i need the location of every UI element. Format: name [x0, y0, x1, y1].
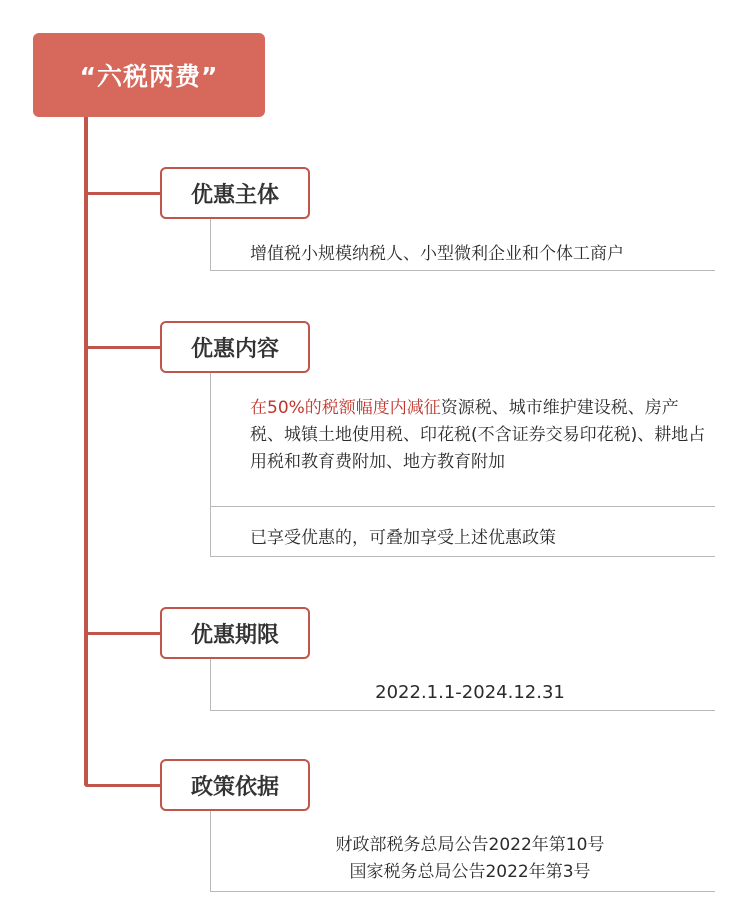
leaf-stacking-note: 已享受优惠的，可叠加享受上述优惠政策 [250, 528, 556, 548]
branch-connector-4 [84, 784, 160, 787]
node-policy-basis [160, 759, 310, 811]
branch-connector-3 [84, 632, 160, 635]
leaf-underline [210, 891, 715, 892]
leaf-underline [210, 710, 715, 711]
node-preferential-period [160, 607, 310, 659]
node-label: 优惠内容 [190, 336, 279, 362]
leaf-eligible-subjects: 增值税小规模纳税人、小型微利企业和个体工商户 [250, 244, 624, 264]
leaf-connector [210, 659, 211, 710]
leaf-underline [210, 556, 715, 557]
node-eligible-subjects [160, 167, 310, 219]
leaf-underline [210, 270, 715, 271]
reduction-tax-list: 资源税、城市维护建设税、房产税、城镇土地使用税、印花税(不含证券交易印花税)、耕地占用税和教育费附加、地方教育附加 [250, 398, 706, 472]
leaf-policy-doc-2: 国家税务总局公告2022年第3号 [349, 862, 591, 882]
main-trunk-line [84, 117, 88, 785]
root-title: “六税两费” [79, 62, 219, 91]
highlight-reduction-rate: 在50%的税额幅度内减征 [250, 398, 441, 418]
leaf-connector [210, 373, 211, 556]
leaf-connector [210, 219, 211, 270]
node-label: 优惠期限 [190, 622, 279, 648]
leaf-period: 2022.1.1-2024.12.31 [375, 682, 565, 703]
node-label: 优惠主体 [190, 182, 279, 208]
node-preferential-content [160, 321, 310, 373]
leaf-underline [210, 506, 715, 507]
leaf-policy-doc-1: 财政部税务总局公告2022年第10号 [335, 835, 605, 855]
branch-connector-2 [84, 346, 160, 349]
leaf-connector [210, 811, 211, 891]
leaf-reduction-content [250, 395, 710, 476]
root-node [33, 33, 265, 117]
branch-connector-1 [84, 192, 160, 195]
node-label: 政策依据 [190, 774, 279, 800]
